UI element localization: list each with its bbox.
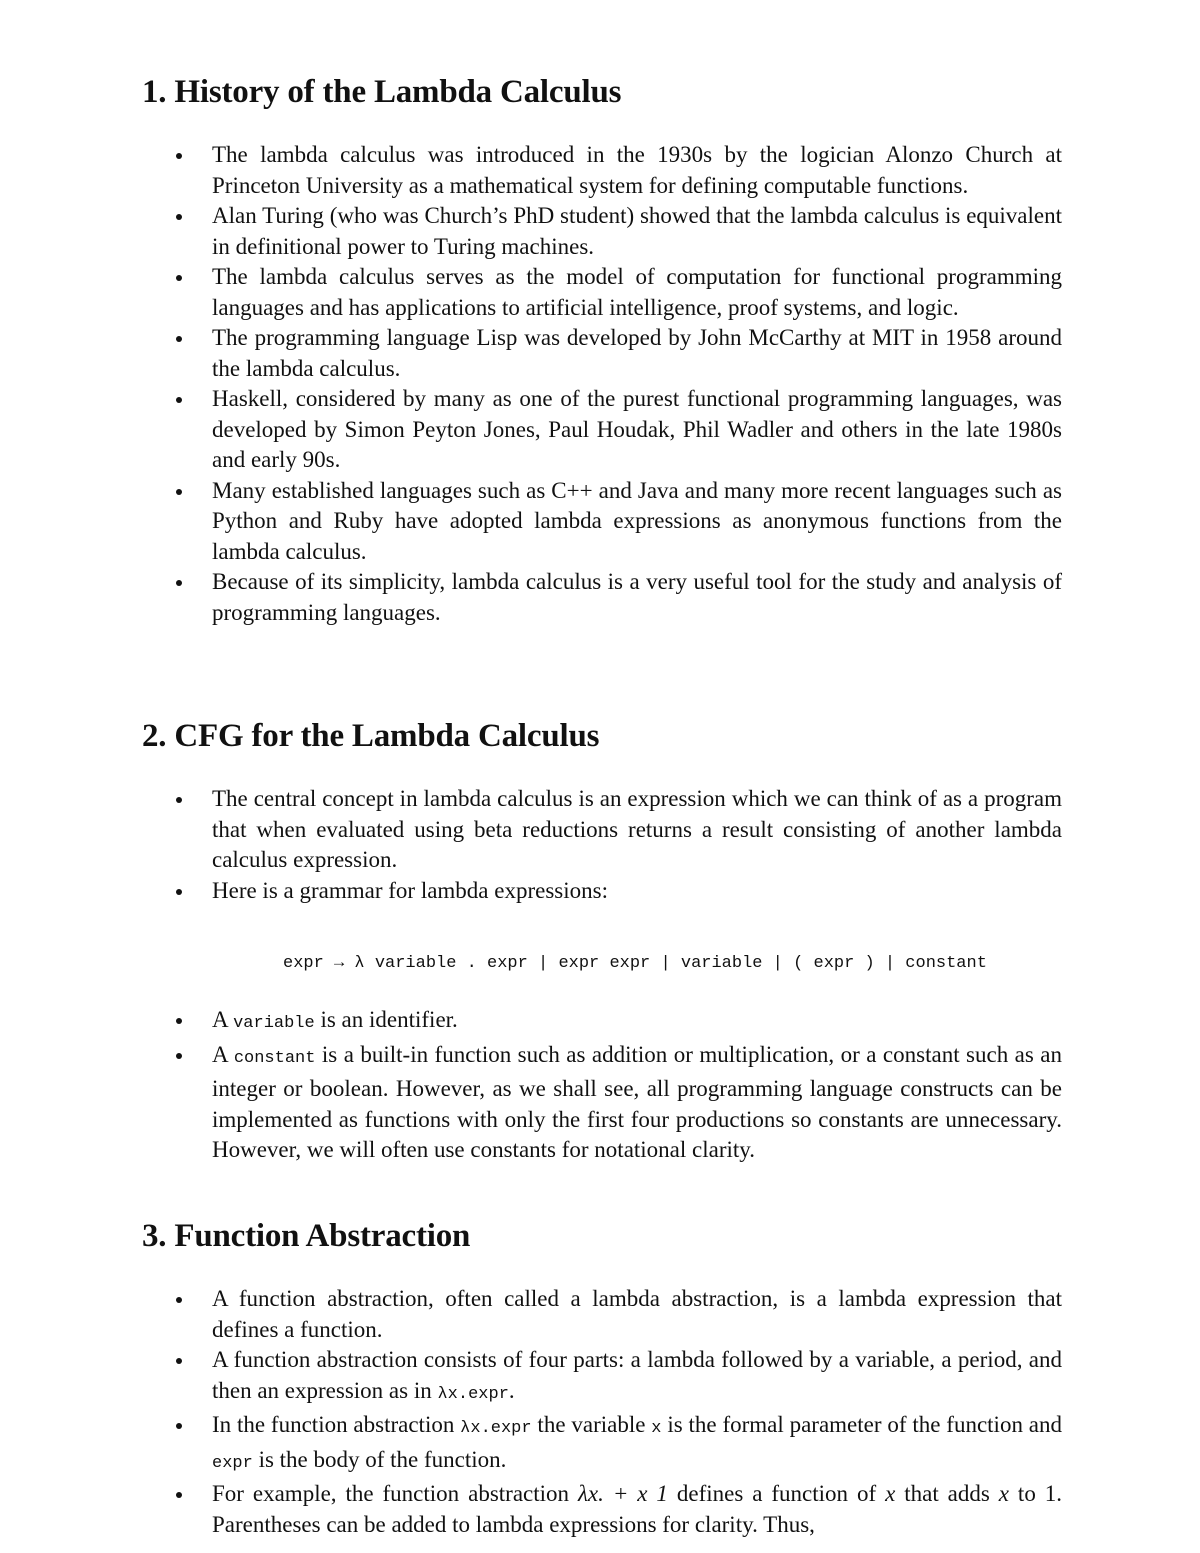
- code-span: constant: [233, 1048, 316, 1068]
- list-item: Here is a grammar for lambda expressions:: [142, 876, 1062, 907]
- text-span: is an identifier.: [314, 1007, 458, 1032]
- list-item: Haskell, considered by many as one of the purest functional programming languages, was developed by Simon Peyton Jones, Paul Houdak, Phil Wadler and others in the late 1980s and early 90s.: [142, 384, 1062, 476]
- list-item: Many established languages such as C++ and Java and many more recent languages such as Python and Ruby have adopted lambda expressions as anonymous functions from the lambda calculus.: [142, 476, 1062, 568]
- text-span: is the formal parameter of the function and: [661, 1412, 1062, 1437]
- list-item: [142, 1410, 1062, 1479]
- text-span: A: [212, 1007, 234, 1032]
- text-span: .: [508, 1377, 515, 1403]
- section-function-abstraction: [142, 1216, 1062, 1540]
- code-span: λx.expr: [437, 1384, 509, 1404]
- text-span: is the body of the function.: [252, 1446, 507, 1472]
- list-item: The programming language Lisp was developed by John McCarthy at MIT in 1958 around the lambda calculus.: [142, 323, 1062, 384]
- code-span: variable: [233, 1014, 315, 1033]
- text-span: For example, the function abstraction: [212, 1481, 578, 1506]
- bullet-list-cfg: [142, 784, 1062, 906]
- text-span: the variable: [531, 1412, 652, 1437]
- list-item: [142, 1005, 1062, 1040]
- section-cfg: [142, 716, 1062, 906]
- list-item: Alan Turing (who was Church’s PhD student) showed that the lambda calculus is equivalent in definitional power to Turing machines.: [142, 201, 1062, 262]
- section-history: [142, 72, 1062, 628]
- section-heading-cfg: 2. CFG for the Lambda Calculus: [142, 718, 600, 754]
- section-heading-history: 1. History of the Lambda Calculus: [142, 74, 622, 110]
- grammar-rule: expr → λ variable . expr | expr expr | variable | ( expr ) | constant: [283, 954, 987, 973]
- bullet-list-function-abstraction: [142, 1284, 1062, 1540]
- code-span: λx.expr: [460, 1419, 532, 1438]
- list-item: Because of its simplicity, lambda calculus is a very useful tool for the study and analysis of programming languages.: [142, 567, 1062, 628]
- list-item: A function abstraction, often called a lambda abstraction, is a lambda expression that defines a function.: [142, 1284, 1062, 1345]
- bullet-list-history: [142, 140, 1062, 628]
- text-span: A function abstraction consists of four parts: a lambda followed by a variable, a period, and then an expression as in: [212, 1347, 1062, 1403]
- math-span: x: [998, 1481, 1009, 1506]
- code-span: x: [651, 1419, 662, 1438]
- section-cfg-definitions: [142, 1005, 1062, 1166]
- text-span: defines a function of: [667, 1481, 886, 1506]
- list-item: The lambda calculus serves as the model of computation for functional programming languages and has applications to artificial intelligence, proof systems, and logic.: [142, 262, 1062, 323]
- text-span: is a built-in function such as addition or multiplication, or a constant such as an integer or boolean. However, as we shall see, all programming language constructs can be implemented as functions with only the first four productions so constants are unnecessary. However, we will often use constants for notational clarity.: [212, 1041, 1062, 1162]
- math-span: λx. + x 1: [577, 1481, 668, 1506]
- list-item: [142, 1040, 1062, 1166]
- list-item: [142, 1479, 1062, 1540]
- code-span: expr: [212, 1453, 253, 1473]
- text-span: A: [212, 1041, 234, 1067]
- text-span: In the function abstraction: [212, 1412, 461, 1437]
- list-item: [142, 1345, 1062, 1410]
- list-item: The central concept in lambda calculus is an expression which we can think of as a program that when evaluated using beta reductions returns a result consisting of another lambda calculus expression.: [142, 784, 1062, 876]
- list-item: The lambda calculus was introduced in the 1930s by the logician Alonzo Church at Princeton University as a mathematical system for defining computable functions.: [142, 140, 1062, 201]
- bullet-list-cfg-definitions: [142, 1005, 1062, 1166]
- math-span: x: [885, 1481, 896, 1506]
- text-span: to 1. Parentheses can be added to lambda expressions for clarity. Thus,: [212, 1481, 1063, 1537]
- text-span: that adds: [895, 1481, 999, 1506]
- section-heading-function-abstraction: 3. Function Abstraction: [142, 1218, 471, 1254]
